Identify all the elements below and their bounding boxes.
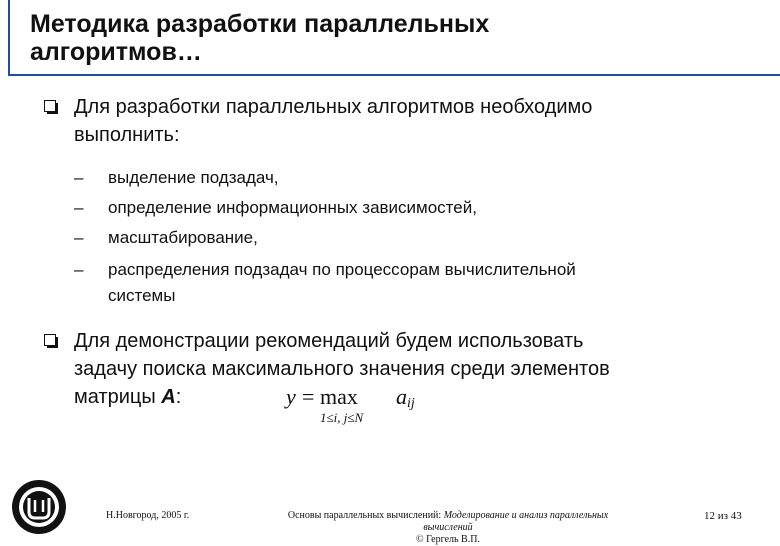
bullet1-line2: выполнить: bbox=[74, 124, 180, 146]
page-number: 12 из 43 bbox=[704, 510, 742, 522]
formula-range: 1≤i, j≤N bbox=[320, 410, 364, 425]
footer-center-plain: Основы параллельных вычислений: bbox=[287, 510, 444, 521]
square-bullet-icon bbox=[44, 100, 58, 114]
bullet2-line3 bbox=[74, 384, 181, 410]
bullet2-line1: Для демонстрации рекомендаций будем использовать bbox=[74, 330, 584, 352]
formula-equals: = bbox=[302, 384, 315, 409]
matrix-variable: A bbox=[161, 386, 176, 408]
formula-max: max bbox=[320, 384, 358, 409]
formula-index: ij bbox=[407, 396, 415, 411]
list-item-text: определение информационных зависимостей, bbox=[108, 198, 477, 217]
footer-center-line3: © Гергель В.П. bbox=[416, 534, 480, 545]
dash-marker: – bbox=[74, 168, 84, 187]
list-item-text: системы bbox=[108, 286, 176, 305]
footer-left: Н.Новгород, 2005 г. bbox=[106, 510, 190, 521]
slide-title: Методика разработки параллельных алгоритмов… bbox=[30, 10, 490, 66]
bullet2-line3-prefix: матрицы bbox=[74, 386, 162, 408]
list-item-text: выделение подзадач, bbox=[108, 168, 279, 187]
formula-lhs: y bbox=[286, 384, 296, 409]
max-formula bbox=[286, 382, 436, 432]
dash-marker: – bbox=[74, 260, 84, 279]
dash-marker: – bbox=[74, 198, 84, 217]
list-item-text: распределения подзадач по процессорам вычислительной bbox=[108, 260, 576, 279]
formula-term: a bbox=[396, 384, 407, 409]
list-item-text: масштабирование, bbox=[108, 228, 258, 247]
footer-center bbox=[258, 510, 638, 546]
bullet2-line3-suffix: : bbox=[175, 386, 182, 408]
footer-center-italic: Моделирование и анализ параллельных bbox=[443, 510, 609, 521]
square-bullet-icon bbox=[44, 334, 58, 348]
bullet2-line2: задачу поиска максимального значения среди элементов bbox=[74, 358, 610, 380]
unn-logo-icon bbox=[10, 478, 68, 536]
footer-center-line2: вычислений bbox=[423, 522, 473, 533]
dash-marker: – bbox=[74, 228, 84, 247]
bullet1-line1: Для разработки параллельных алгоритмов необходимо bbox=[74, 96, 593, 118]
